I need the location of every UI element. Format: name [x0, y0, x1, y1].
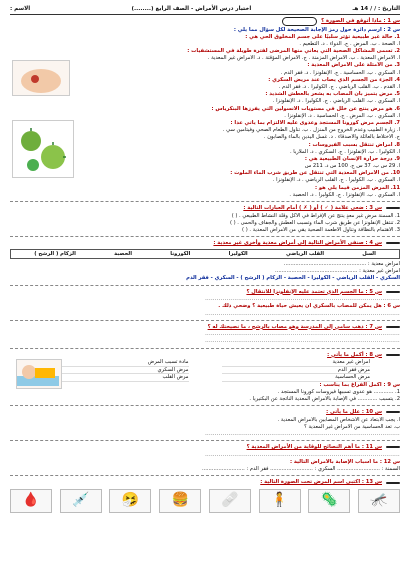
- date-label: التاريخ : / / 14 هـ: [352, 5, 400, 12]
- name-label: الاسم :: [10, 5, 31, 12]
- q-line: 9. درجة حرارة الإنسان الطبيعية هي :: [304, 155, 400, 162]
- q-options[interactable]: أ. الصحة . ب. المرض . ج. الدواء . د. التطعيم .: [299, 40, 400, 47]
- answer-line[interactable]: أمراض غير معدية : ..................................................: [275, 268, 400, 275]
- answer-line[interactable]: ....................................................................................................: [205, 296, 400, 303]
- q4-score-box: [386, 242, 400, 244]
- fill-blank[interactable]: 2. يتسبب ............ في الإصابة بالأمراض المعدية الناتجة عن البكتيريا .: [249, 395, 400, 402]
- q3-section: [10, 201, 400, 234]
- q5-score-box: [386, 291, 400, 293]
- q13-score-box: [386, 482, 400, 484]
- q10-section: [10, 405, 400, 438]
- q-options[interactable]: أ. القدم . ب. القلب الرياضي . ج. الكوليرا . د. فقر الدم .: [278, 84, 400, 90]
- word-item: السل: [362, 250, 376, 257]
- q-line: 11. المرض المزمن فيما يلي هو :: [315, 184, 400, 191]
- q-line: 10. من الأمراض المعدية التي تنتقل عن طريق شرب الماء الملوث :: [230, 170, 400, 177]
- q4-section: [10, 236, 400, 283]
- q-line: 1. حالة غير طبيعية تؤثر سلبيًا على جسم المخلوق الحي هي :: [245, 33, 400, 40]
- word-list: السكري - القلب الرياضي - الكوليرا - الحصبة - الزكام ( الرشح ) - السكري - فقر الدم: [186, 275, 400, 282]
- q-line: 6. هو مرض ينتج عن خلل في مستويات الأنسولين التي يفرزها البنكرياس :: [211, 105, 400, 112]
- q-options[interactable]: أ. زيارة الطبيب وعدم الخروج من المنزل . ب. تناول الطعام الصحي وفيتامين سي .: [222, 127, 400, 134]
- score-box: [282, 17, 317, 26]
- answer-line[interactable]: ....................................................................................................: [205, 338, 400, 345]
- q-options[interactable]: أ. السكري . ب. القلب الرياضي . ج. الكوليرا . د. الإنفلونزا .: [272, 98, 400, 105]
- q-options[interactable]: ج. الاختلاط بالعائلة والأصدقاء . د. غسل اليدين بالماء والصابون .: [263, 134, 400, 141]
- match-right-item[interactable]: مرض القلب: [40, 374, 189, 382]
- word-item: الزكام ( الرشح ): [34, 250, 76, 257]
- blood-drop-icon: 🩸: [10, 489, 52, 513]
- virus-image: [12, 120, 74, 178]
- q6-title: س 6 : هل يمكن للمصاب بالسكري أن يعيش حياة طبيعية ؟ وضحي ذلك .: [218, 303, 400, 310]
- q5-title: س 5 : ما الجسم الذي تعتمد عليه الإنفلونزا للانتقال ؟: [246, 288, 382, 295]
- syringe-icon: 💉: [60, 489, 102, 513]
- page-title: اختبار درس الأمراض - الصف الرابع (........): [131, 5, 252, 12]
- q7-section: [10, 320, 400, 346]
- answer-line[interactable]: ....................................................................................................: [205, 451, 400, 458]
- q-options[interactable]: أ. 29 س ب. 37 س ج. 100 س د. 211 س: [304, 163, 400, 170]
- answer-line[interactable]: ....................................................................................................: [205, 331, 400, 338]
- reason-line[interactable]: أ. يجب الابتعاد عن الأشخاص المصابين بالأمراض المعدية .: [277, 416, 400, 423]
- q1-row: [10, 17, 400, 26]
- q11-title: س 11 : ما أهم النصائح للوقاية من الأمراض المعدية ؟: [246, 444, 382, 451]
- match-left-item[interactable]: مرض الحساسية: [222, 374, 371, 382]
- q-line: 7. الجسم مرض كورونا المستجد وعدوى عليه الالتزام بما يأتي عدا :: [230, 119, 400, 126]
- q13-section: [10, 475, 400, 513]
- q-options[interactable]: أ. السكري . ب. الكوليرا . ج. القلب الرياضي . د. الإنفلونزا .: [272, 177, 400, 184]
- foot-image: [12, 60, 70, 96]
- word-item: الحصبة: [114, 250, 132, 257]
- q-options[interactable]: أ. الكوليرا . ب. الإنفلونزا . ج. السكري . د. الملاريا .: [289, 148, 400, 155]
- word-bank: [10, 249, 400, 260]
- q2-title: س 2 : ارسم دائرة حول رمز الإجابة الصحيحة لكل سؤال مما يلي :: [233, 26, 400, 33]
- q-line: 5. مرض يتميز بأن المصاب به يشعر بالعطش الشديد :: [265, 91, 400, 98]
- q-line: 4. الجزء من الجسم الذي يصاب عند مريض السكري :: [268, 76, 400, 83]
- q-line: 2. تسمى المشاكل الصحية التي يعاني منها المرضى لفترة طويلة في المستشفيات :: [187, 48, 400, 55]
- word-item: القلب الرياضي: [285, 250, 324, 257]
- q3-item[interactable]: 1. السمنة مرض غير معدٍ ينتج عن الإفراط في الأكل وقلة النشاط الطبيعي . ( ): [231, 212, 400, 219]
- q7-title: س 7 : ذهب سامي إلى المدرسة وهو مصاب بالرشح ، ما نصيحتك له ؟: [207, 323, 382, 330]
- q-line: 8. أمراض تنتقل بسبب الفيروسات :: [308, 141, 400, 148]
- person-icon: 🧍: [259, 489, 301, 513]
- q11-score-box: [386, 446, 400, 448]
- q-line: 3. من الأمثلة على الأمراض المعدية :: [307, 62, 400, 69]
- q-options[interactable]: أ. السكري . ب. الإنفلونزا . ج. الكوليرا . د. الحصبة .: [289, 191, 400, 198]
- q13-title: س 13 : اكتبي اسم المرض تحت الصورة التالية :: [260, 479, 382, 486]
- q8-section: [10, 348, 400, 404]
- answer-line[interactable]: ....................................................................................................: [205, 310, 400, 317]
- q3-item[interactable]: 3. الاهتمام بالنظافة وتناول الأطعمة الصحية يقي من الأمراض المعدية . ( ): [242, 226, 400, 233]
- page-header: [10, 4, 400, 15]
- q8-score-box: [386, 354, 400, 356]
- q8-title: س 8 : أكمل ما يأتي :: [327, 351, 382, 358]
- sneeze-icon: 🤧: [109, 489, 151, 513]
- q10-score-box: [386, 411, 400, 413]
- q1-title: س 1 : ماذا أتوقع في الصورة ؟: [321, 18, 400, 24]
- virus-icon: 🦠: [308, 489, 350, 513]
- q3-score-box: [386, 207, 400, 209]
- match-right-item[interactable]: مادة تسبب المرض: [40, 359, 189, 367]
- mosquito-icon: 🦟: [358, 489, 400, 513]
- q12-title: س 12 : ما أسباب الإصابة بالأمراض التالية :: [290, 458, 400, 465]
- picture-row: [10, 489, 400, 513]
- q7-score-box: [386, 326, 400, 328]
- q-options[interactable]: أ. الأمراض المعدية . ب. الأمراض المزمنة . ج. الأمراض المؤقتة . د. الأمراض غير المعدية .: [207, 55, 400, 62]
- q-options[interactable]: أ. السكري . ب. المرض . ج. الحساسية . د. الإنفلونزا .: [284, 112, 400, 119]
- q11-section: [10, 440, 400, 473]
- word-item: الكوليرا: [228, 250, 248, 257]
- fill-blank[interactable]: 1. ............ هو عدوى تسببها فيروسات كورونا المستجد .: [277, 388, 400, 395]
- q-options[interactable]: أ. السكري . ب. الحساسية . ج. الإنفلونزا . د. فقر الدم .: [280, 69, 400, 76]
- word-item: الكورونا: [170, 250, 191, 257]
- answer-line[interactable]: أمراض معدية : ..................................................: [283, 261, 400, 268]
- burger-icon: 🍔: [159, 489, 201, 513]
- q9-title: س 9 : أكمل الفراغ بما يناسب :: [319, 381, 400, 388]
- match-left-item[interactable]: أمراض غير معدية: [222, 359, 371, 367]
- match-table: [10, 359, 400, 382]
- match-left-item[interactable]: مرض فقر الدم: [222, 367, 371, 375]
- bandage-icon: 🩹: [209, 489, 251, 513]
- answer-line[interactable]: ....................................................................................................: [205, 431, 400, 437]
- q3-item[interactable]: 2. تنتقل الإنفلونزا عن طريق شرب الماء وتسبب العطش والجفاف والحمى . ( ): [229, 219, 400, 226]
- q4-title: س 4 : صنفي الأمراض التالية إلى أمراض معدية وأخرى غير معدية :: [213, 240, 382, 247]
- sick-child-image: [16, 359, 62, 389]
- answer-line[interactable]: السمنة : .......................... السكري : .......................... فقر الدم : ..........................: [201, 466, 400, 473]
- q10-title: س 10 : علل ما يأتي :: [326, 409, 382, 416]
- q3-title: س 3 : ضعي علامة ( ✓ ) أو ( ✗ ) أمام العبارات التالية :: [243, 205, 382, 211]
- match-right-item[interactable]: مرض السكري: [40, 367, 189, 375]
- reason-line[interactable]: ب. تعد الحساسية من الأمراض غير المعدية ؟: [304, 423, 400, 430]
- q5-section: [10, 285, 400, 318]
